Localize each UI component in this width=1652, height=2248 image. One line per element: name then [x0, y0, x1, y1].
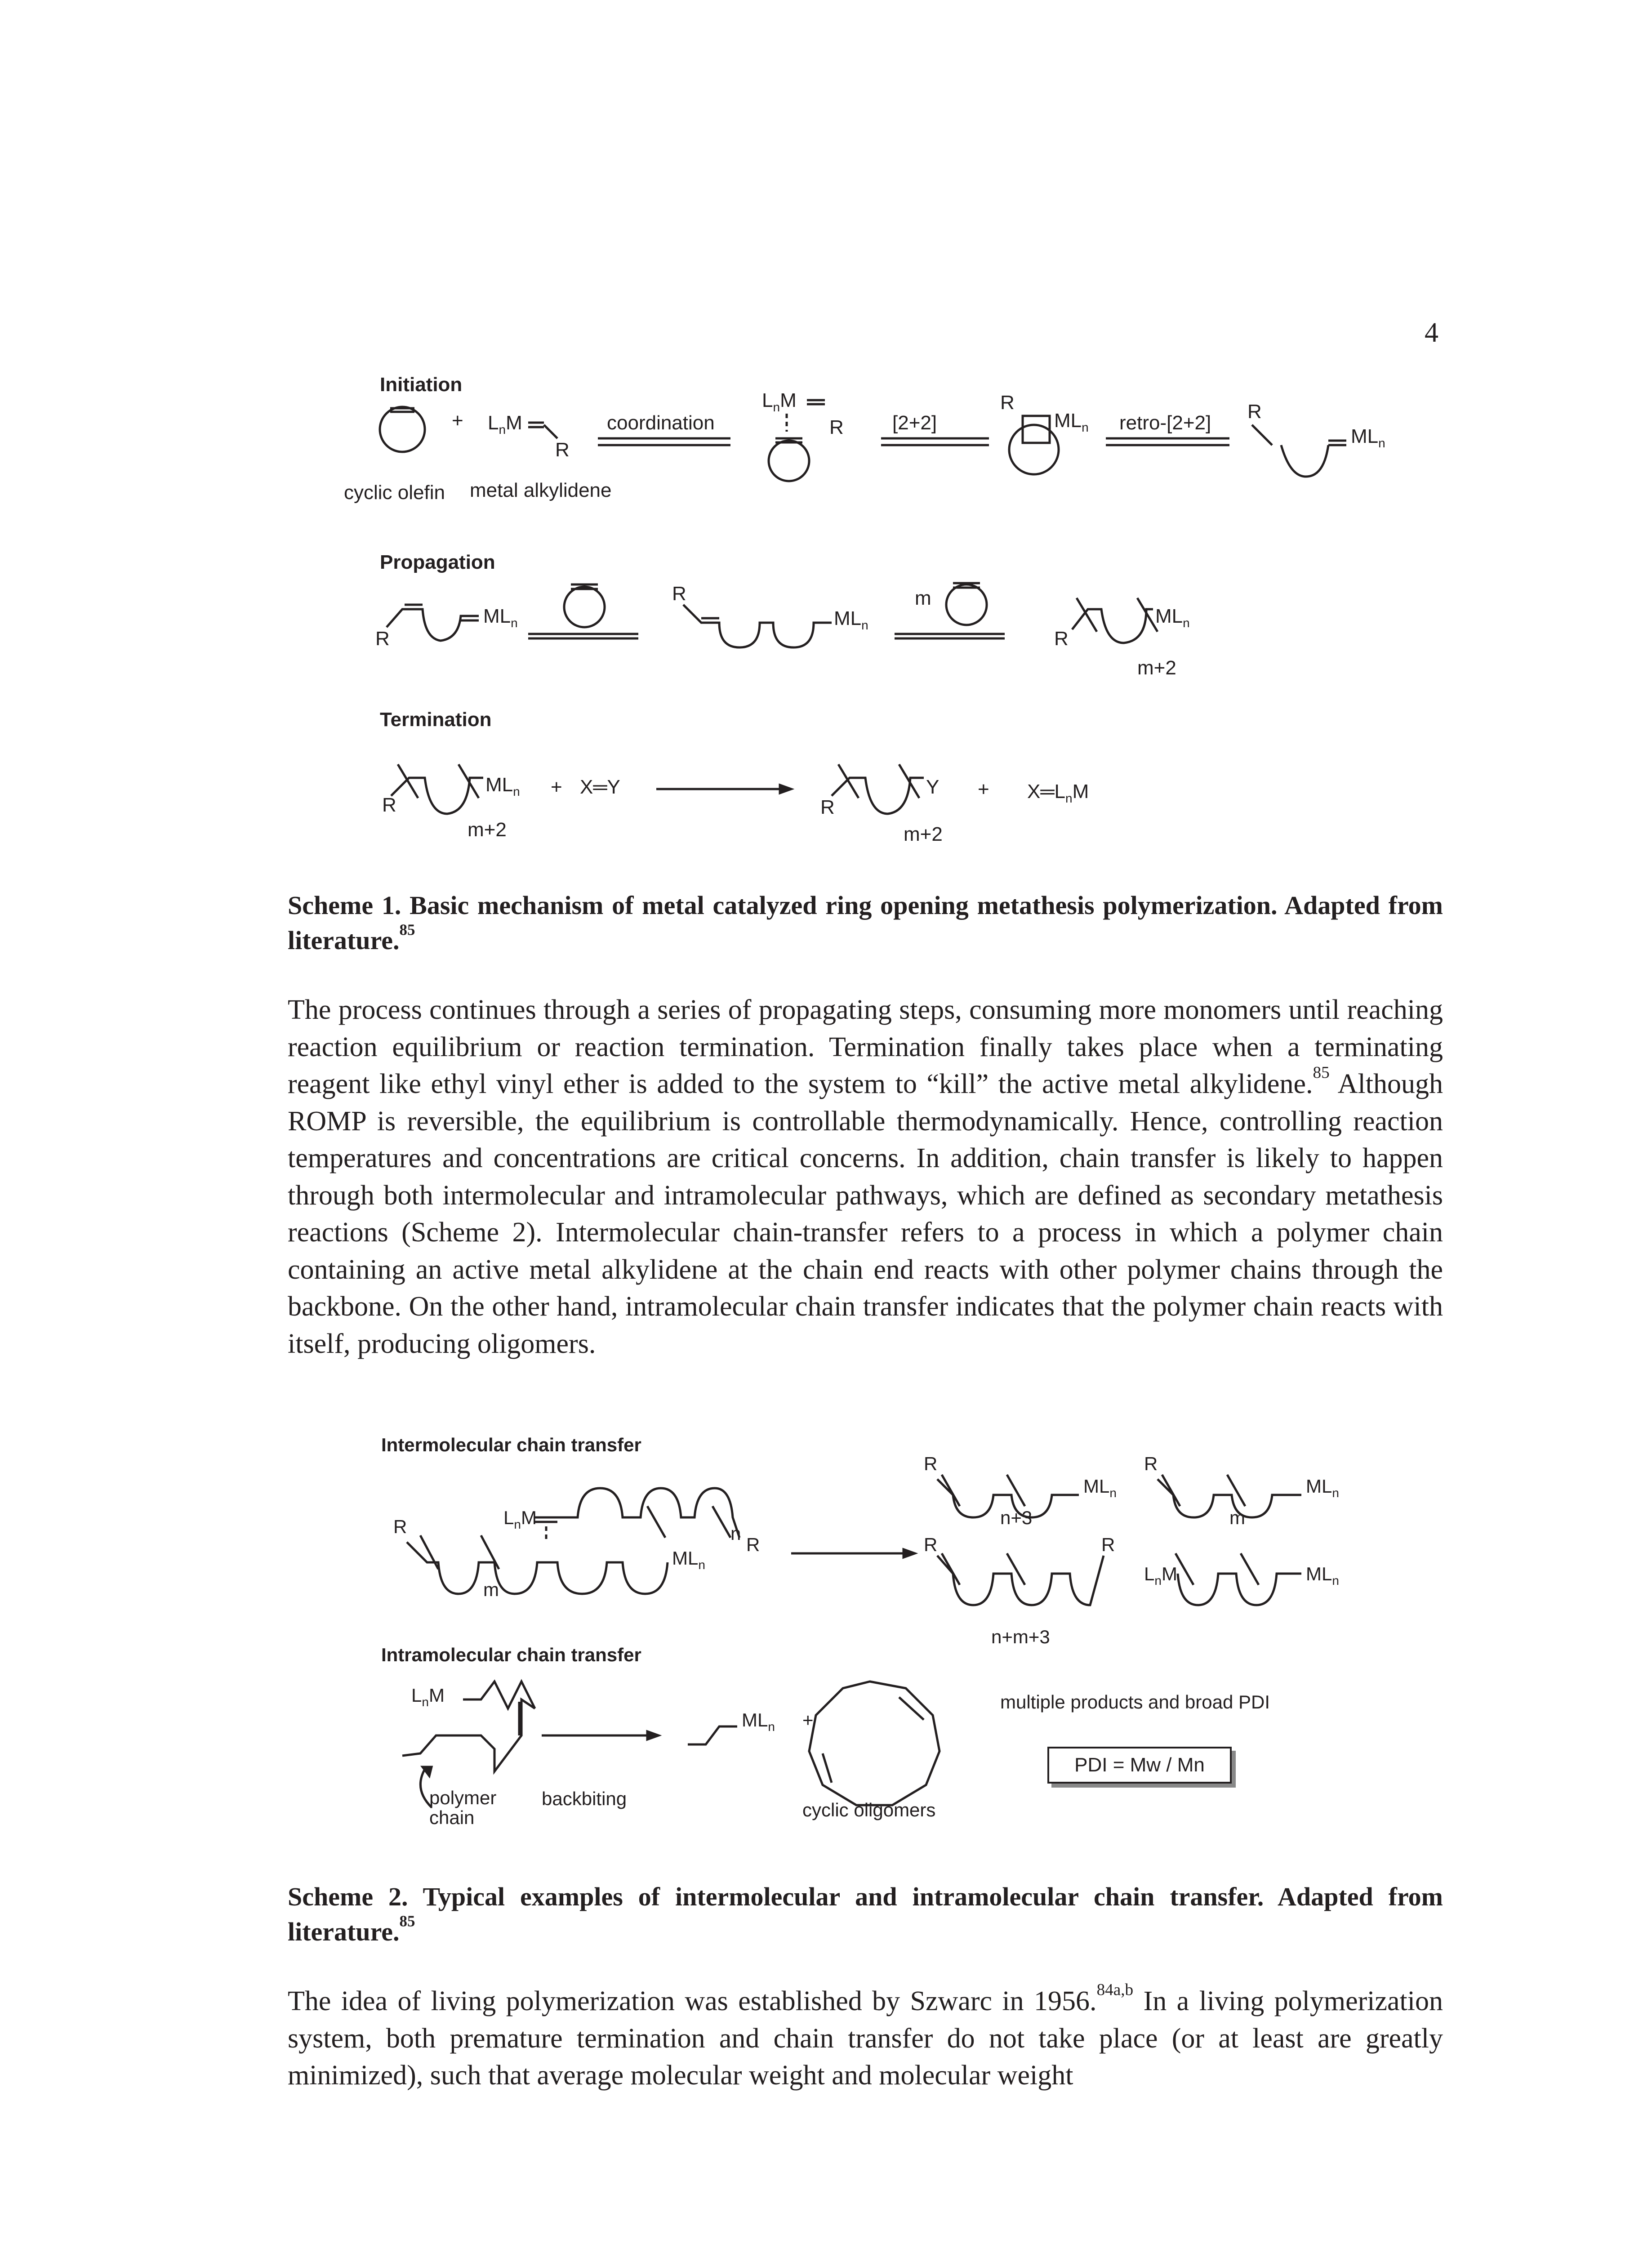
- citation-superscript: 85: [399, 921, 415, 939]
- scheme-2-figure: [0, 1421, 1652, 1852]
- intermolecular-title: Intermolecular chain transfer: [381, 1434, 641, 1455]
- cycloaddition-label: [2+2]: [892, 412, 937, 434]
- svg-text:LnM: $L_nM$: [1144, 1563, 1177, 1588]
- scheme-1-svg: [0, 351, 1652, 863]
- r-group: R: [375, 628, 390, 650]
- r-group: R: [1054, 628, 1069, 650]
- svg-text:X═LnM: $X═L_nM$: [1027, 781, 1089, 805]
- plus-sign-2: +: [551, 776, 562, 798]
- polymer-label: polymer: [429, 1787, 497, 1808]
- retro-cycloaddition-label: retro-[2+2]: [1119, 412, 1211, 434]
- svg-text:MLn: $ML_n$: [1083, 1476, 1117, 1500]
- m-label: m: [483, 1579, 499, 1600]
- metal-alkylidene-label: metal alkylidene: [470, 479, 612, 501]
- multiple-products-label: multiple products and broad PDI: [1000, 1691, 1270, 1713]
- coordination-label: coordination: [607, 412, 715, 434]
- m-plus-2-label: m+2: [468, 819, 507, 841]
- body-paragraph-2: The idea of living polymerization was established by Szwarc in 1956.$^{84a,b}$ In a living polymerization system, both premature termination and chain transfer do not take place (or at least are greatly minimized), such that average molecular weight and molecular weight: [288, 1980, 1443, 2091]
- svg-text:MLn: $ML_n$: [1306, 1476, 1339, 1500]
- r-group: R: [924, 1453, 938, 1474]
- svg-text:MLn: $ML_n$: [1351, 425, 1385, 450]
- backbiting-label: backbiting: [542, 1788, 627, 1809]
- r-group: R: [1144, 1453, 1158, 1474]
- svg-text:MLn: $ML_n$: [483, 605, 518, 630]
- scheme-1-figure: [0, 351, 1652, 863]
- y-label: Y: [926, 776, 940, 798]
- pdi-formula-box: PDI = Mw / Mn: [1047, 1747, 1232, 1784]
- svg-text:LnM: $L_nM$: [488, 412, 522, 437]
- citation-superscript: 85: [399, 1912, 415, 1930]
- m-plus-2-label: m+2: [904, 823, 943, 845]
- n-plus-3-label: n+3: [1000, 1507, 1033, 1528]
- plus-sign-3: +: [978, 778, 989, 800]
- svg-text:MLn: $ML_n$: [1155, 605, 1190, 630]
- svg-text:MLn: $ML_n$: [742, 1709, 775, 1734]
- cyclic-olefin-label: cyclic olefin: [344, 482, 445, 504]
- propagation-label: Propagation: [380, 551, 495, 573]
- r-group: R: [382, 794, 396, 816]
- svg-text:MLn: $ML_n$: [485, 774, 520, 798]
- scheme-2-svg: [0, 1421, 1652, 1852]
- r-group: R: [829, 416, 844, 438]
- initiation-label: Initiation: [380, 374, 463, 396]
- m-plus-2-label: m+2: [1137, 657, 1176, 679]
- svg-text:LnM: $L_nM$: [503, 1507, 537, 1531]
- xy-reagent: X═Y: [580, 776, 620, 798]
- r-group: R: [1247, 401, 1262, 423]
- svg-text:MLn: $ML_n$: [834, 607, 868, 632]
- product-3: [937, 1553, 1104, 1605]
- svg-text:MLn: $ML_n$: [1306, 1563, 1339, 1588]
- page-number: 4: [1425, 317, 1438, 348]
- svg-text:LnM: $L_nM$: [762, 389, 797, 414]
- scheme-2-caption: Scheme 2. Typical examples of intermolecular and intramolecular chain transfer. Adapted from literature.$^{85}$: [288, 1882, 1443, 1946]
- r-group: R: [672, 583, 686, 605]
- svg-text:+: +: [802, 1709, 814, 1731]
- n-m-3-label: n+m+3: [991, 1626, 1050, 1647]
- r-group: R: [820, 796, 835, 818]
- cyclic-oligomer-ring: [809, 1682, 940, 1805]
- svg-text:LnM: $L_nM$: [411, 1685, 445, 1709]
- citation-superscript: 85: [1313, 1063, 1330, 1082]
- r-group: R: [555, 439, 570, 461]
- cyclic-oligomers-label: cyclic oligomers: [802, 1799, 936, 1820]
- r-group: R: [1101, 1534, 1115, 1555]
- chain-label: chain: [429, 1807, 475, 1828]
- plus-sign-1: +: [452, 410, 463, 432]
- n-label: n: [730, 1523, 741, 1544]
- scheme-1-caption: Scheme 1. Basic mechanism of metal catalyzed ring opening metathesis polymerization. Adapted from literature.$^{85}$: [288, 891, 1443, 955]
- intramolecular-title: Intramolecular chain transfer: [381, 1644, 641, 1665]
- body-paragraph-1: The process continues through a series of propagating steps, consuming more monomers until reaching reaction equilibrium or reaction termination. Termination finally takes place when a terminating reagent like ethyl vinyl ether is added to the system to “kill” the active metal alkylidene.$^{85}$ Although ROMP is reversible, the equilibrium is controllable thermodynamically. Hence, controlling reaction temperatures and concentrations are critical concerns. In addition, chain transfer is likely to happen through both intermolecular and intramolecular pathways, which are defined as secondary metathesis reactions (Scheme 2). Intermolecular chain-transfer refers to a process in which a polymer chain containing an active metal alkylidene at the chain end reacts with other polymer chains through the backbone. On the other hand, intramolecular chain transfer indicates that the polymer chain reacts with itself, producing oligomers.: [288, 995, 1443, 1359]
- m-label: m: [1229, 1507, 1245, 1528]
- r-group: R: [924, 1534, 938, 1555]
- svg-text:MLn: $ML_n$: [672, 1548, 705, 1572]
- r-group: R: [1000, 392, 1015, 414]
- r-group: R: [746, 1534, 760, 1555]
- svg-text:MLn: $ML_n$: [1054, 410, 1089, 434]
- r-group: R: [393, 1516, 407, 1537]
- cyclic-olefin-ring: [380, 407, 425, 452]
- product-4: [1176, 1553, 1301, 1605]
- termination-label: Termination: [380, 709, 492, 731]
- citation-superscript: 84a,b: [1096, 1980, 1134, 1999]
- m-label: m: [915, 587, 931, 609]
